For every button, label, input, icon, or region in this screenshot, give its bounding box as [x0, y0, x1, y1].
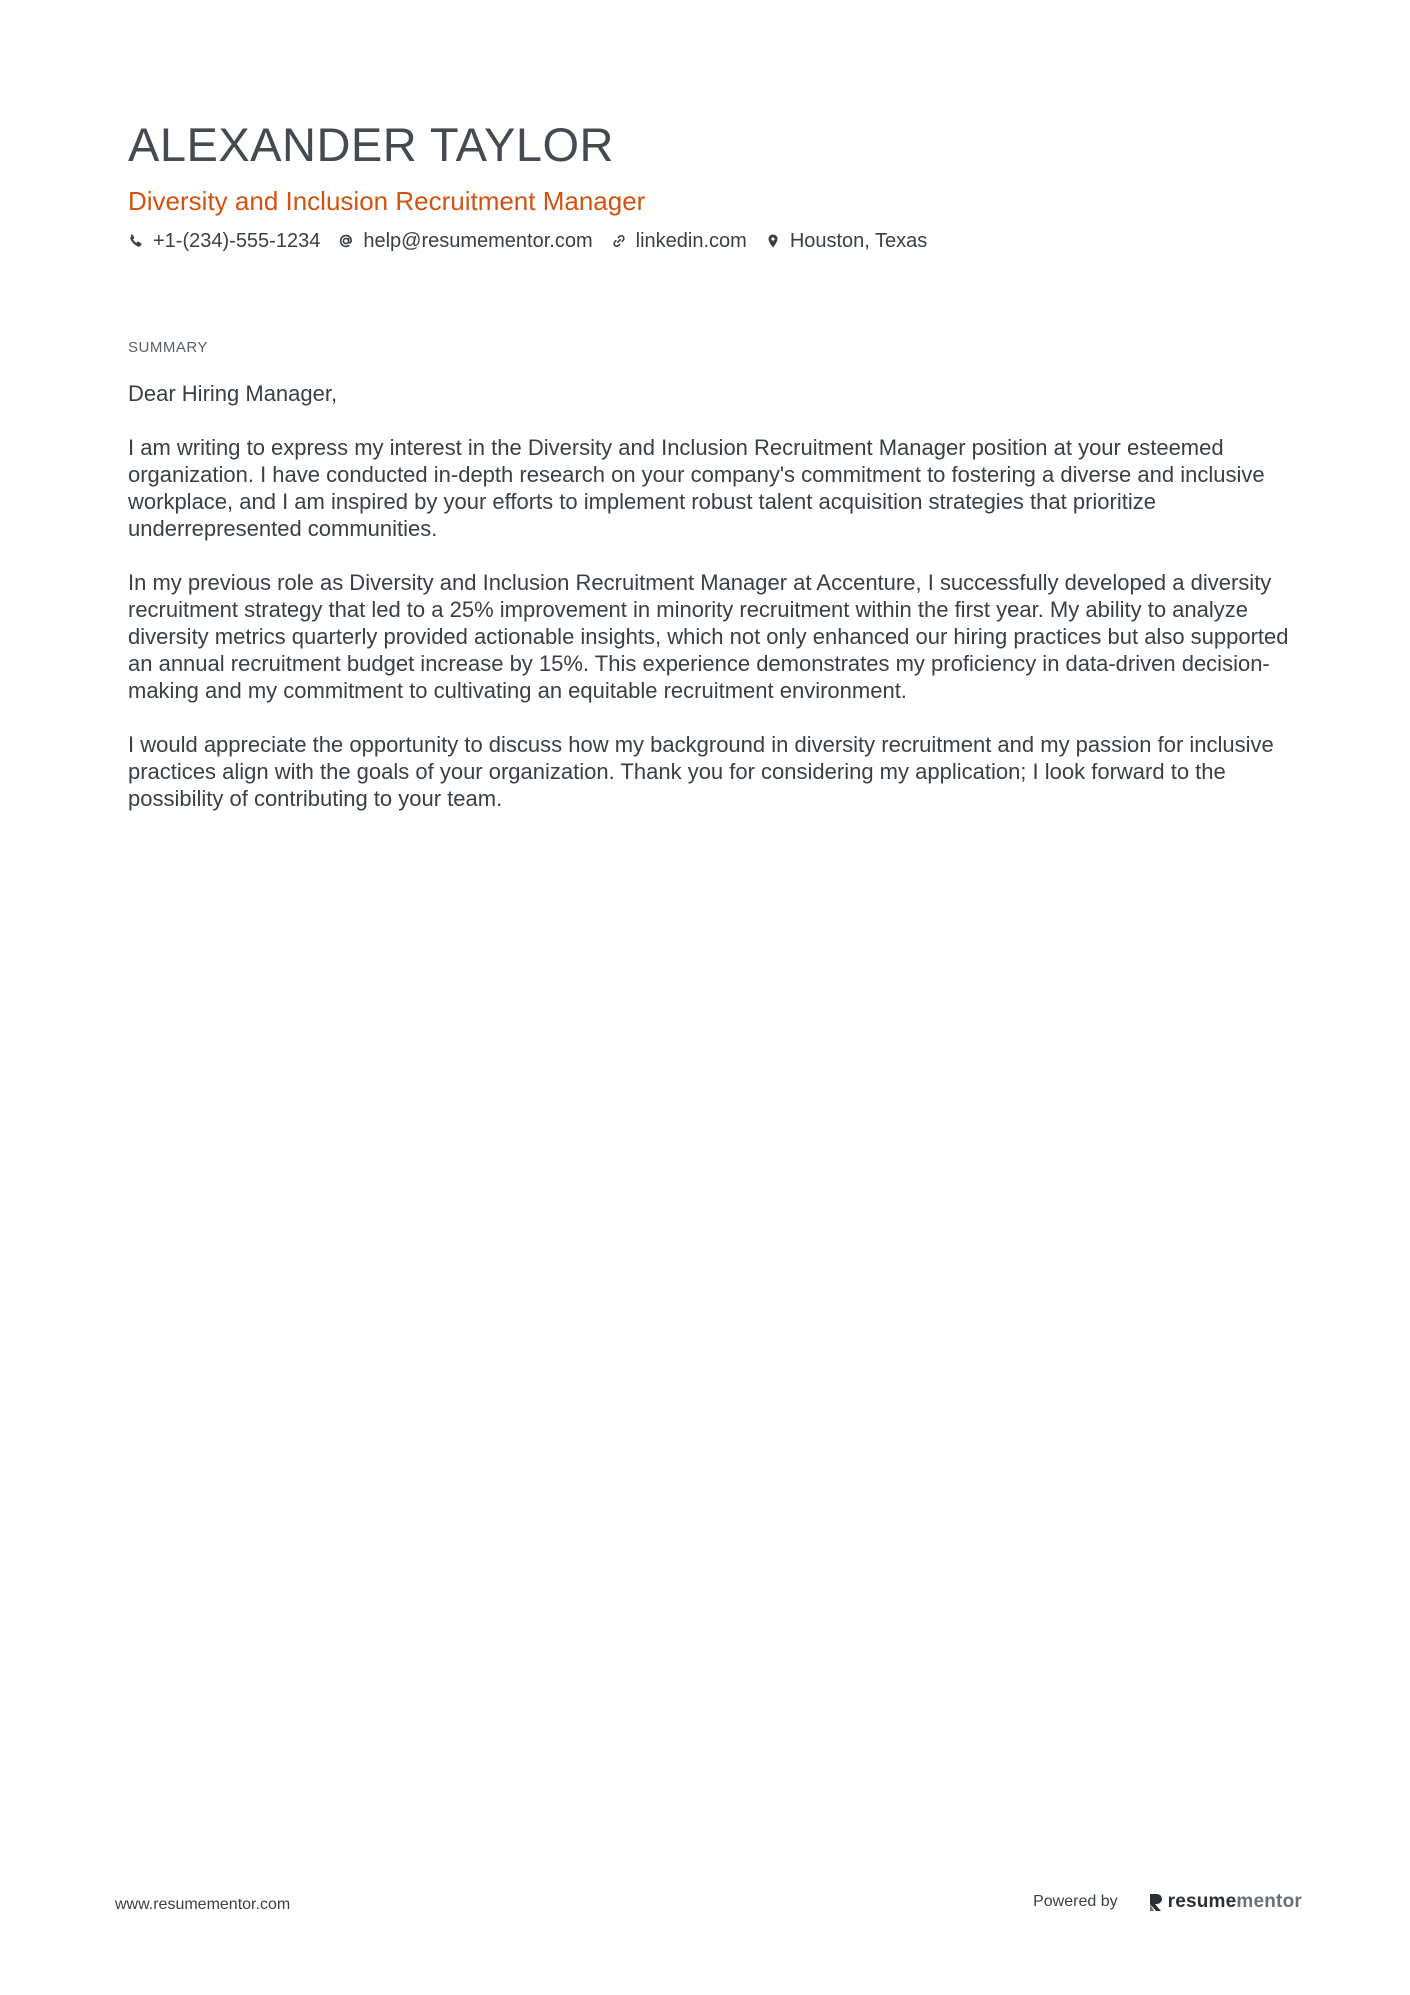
- contact-website[interactable]: [611, 228, 747, 254]
- contact-location: [765, 228, 928, 254]
- contact-email[interactable]: [338, 228, 592, 254]
- at-icon: [338, 233, 354, 249]
- email-text: help@resumementor.com: [363, 230, 593, 252]
- brand-name-bold: resume: [1167, 1891, 1237, 1912]
- phone-text: +1-(234)-555-1234: [153, 230, 321, 252]
- footer-branding: [1033, 1892, 1302, 1912]
- paragraph-2: In my previous role as Diversity and Inclusion Recruitment Manager at Accenture, I successfully developed a diversity recruitment strategy that led to a 25% improvement in minority recruitment within the first year. My ability to analyze diversity metrics quarterly provided actionable insights, which not only enhanced our hiring practices but also supported an annual recruitment budget increase by 15%. This experience demonstrates my proficiency in data-driven decision-making and my commitment to cultivating an equitable recruitment environment.: [128, 570, 1289, 703]
- contact-bar: [128, 228, 1288, 254]
- header: [128, 116, 1288, 254]
- contact-phone: [128, 228, 320, 254]
- section-label: SUMMARY: [128, 339, 208, 356]
- powered-by-text: Powered by: [1033, 1893, 1118, 1910]
- job-title: Diversity and Inclusion Recruitment Manager: [128, 186, 646, 216]
- brand-name-light: mentor: [1236, 1891, 1302, 1912]
- footer-website[interactable]: www.resumementor.com: [115, 1896, 291, 1913]
- location-text: Houston, Texas: [789, 230, 928, 252]
- resumementor-logo-icon: [1148, 1892, 1164, 1912]
- letter-body: [128, 380, 1298, 812]
- candidate-name: ALEXANDER TAYLOR: [128, 118, 614, 171]
- summary-section: [128, 338, 1298, 839]
- brand-logo[interactable]: [1148, 1892, 1302, 1912]
- salutation: Dear Hiring Manager,: [128, 381, 338, 406]
- website-text: linkedin.com: [635, 230, 747, 252]
- location-pin-icon: [765, 233, 781, 249]
- paragraph-3: I would appreciate the opportunity to discuss how my background in diversity recruitment and my passion for inclusive practices align with the goals of your organization. Thank you for considering my application; I look forward to the possibility of contributing to your team.: [128, 732, 1274, 811]
- link-icon: [611, 233, 627, 249]
- paragraph-1: I am writing to express my interest in the Diversity and Inclusion Recruitment Manager position at your esteemed organization. I have conducted in-depth research on your company's commitment to fostering a diverse and inclusive workplace, and I am inspired by your efforts to implement robust talent acquisition strategies that prioritize underrepresented communities.: [128, 435, 1265, 541]
- phone-icon: [128, 233, 144, 249]
